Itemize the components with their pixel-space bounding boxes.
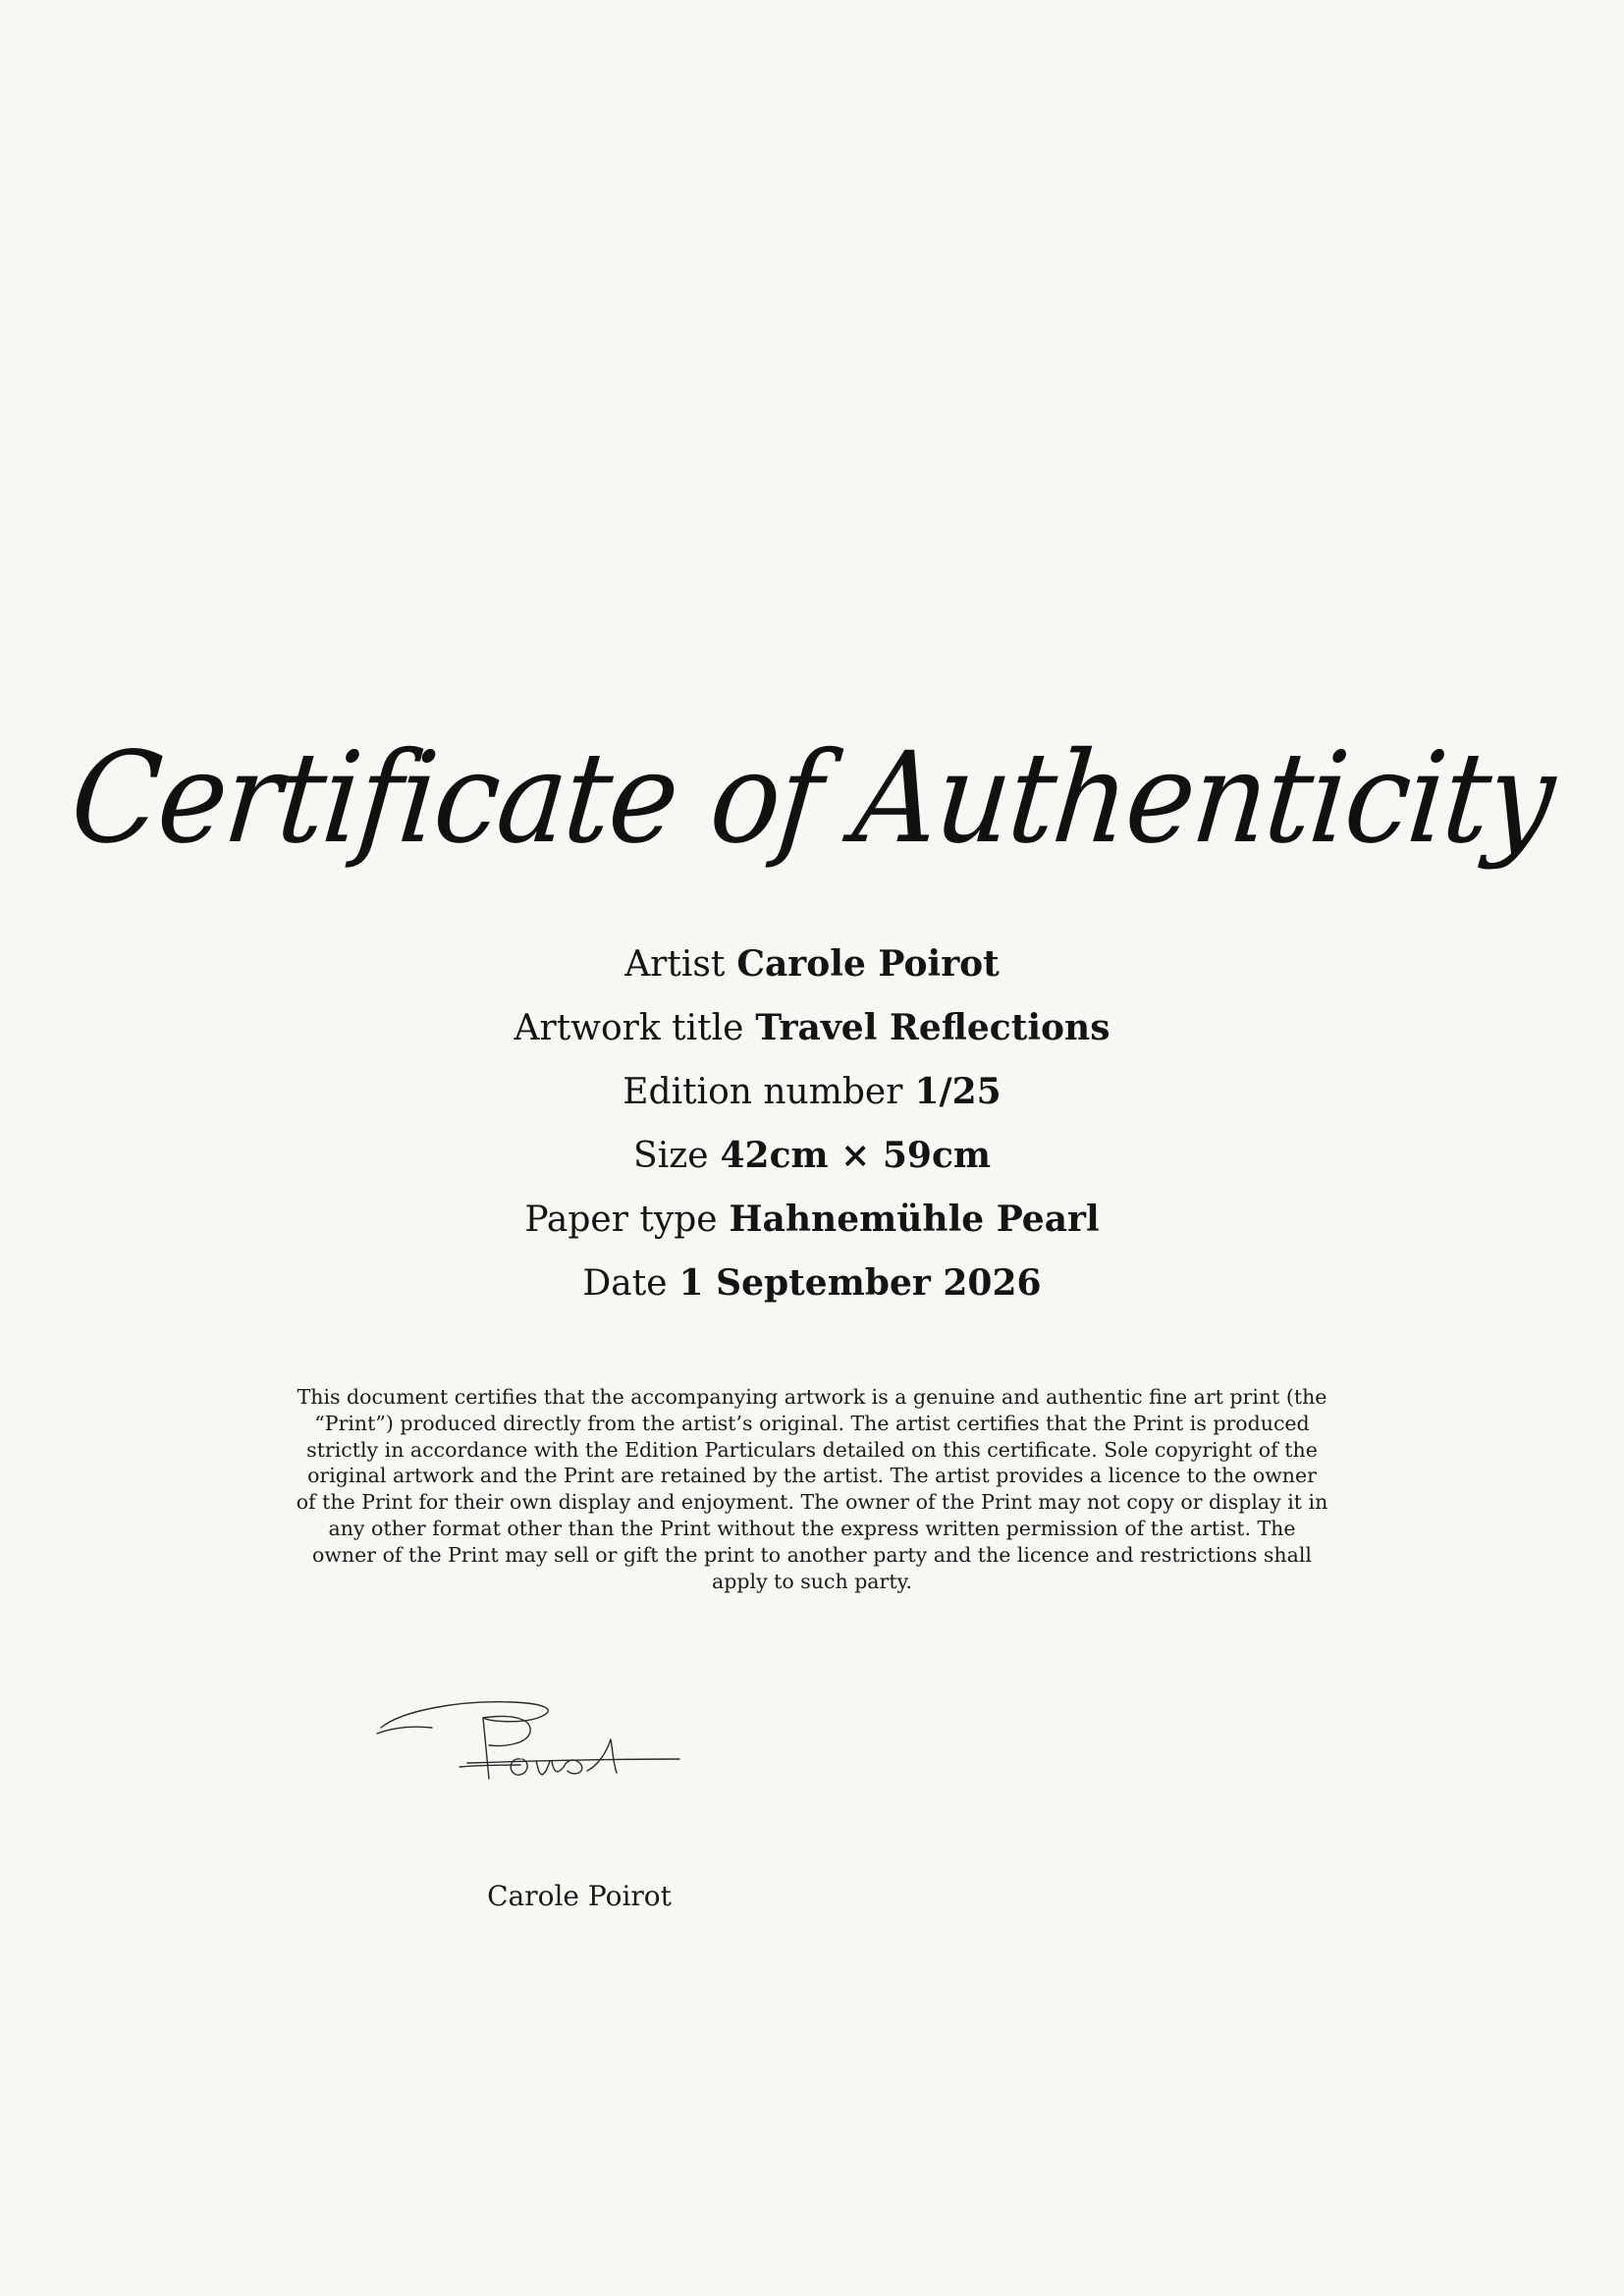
particular-date [0,1252,1624,1315]
handwritten-signature [373,1688,687,1796]
date-value: 1 September 2026 [678,1262,1042,1304]
artwork-title-label: Artwork title [514,1008,744,1048]
paper-type-label: Paper type [524,1200,718,1240]
particular-edition-number [0,1060,1624,1124]
date-label: Date [582,1263,668,1304]
edition-number-label: Edition number [623,1072,903,1112]
edition-number-value: 1/25 [914,1071,1001,1112]
signer-name: Carole Poirot [487,1880,672,1912]
title-area [0,717,1624,913]
certification-statement: This document certifies that the accompanying artwork is a genuine and authentic fine art print (the “Print”) produced directly from the artist’s original. The artist certifies that the Print is produced strictly in accordance with the Edition Particulars detailed on this certificate. Sole copyright of the original artwork and the Print are retained by the artist. The artist provides a licence to the owner of the Print for their own display and enjoyment. The owner of the Print may not copy or display it in any other format other than the Print without the express written permission of the artist. The owner of the Print may sell or gift the print to another party and the licence and restrictions shall apply to such party. [296,1385,1328,1593]
certificate-title: Certificate of Authenticity [65,725,1559,872]
size-value: 42cm × 59cm [720,1135,991,1176]
particular-artist [0,933,1624,996]
size-label: Size [633,1136,709,1176]
edition-particulars [0,933,1624,1315]
particular-artwork-title [0,996,1624,1060]
particular-paper-type [0,1188,1624,1252]
paper-type-value: Hahnemühle Pearl [729,1199,1100,1240]
artist-label: Artist [624,944,726,985]
artist-value: Carole Poirot [736,943,1000,985]
particular-size [0,1124,1624,1188]
artwork-title-value: Travel Reflections [755,1007,1110,1048]
signature-drawing [373,1688,687,1796]
